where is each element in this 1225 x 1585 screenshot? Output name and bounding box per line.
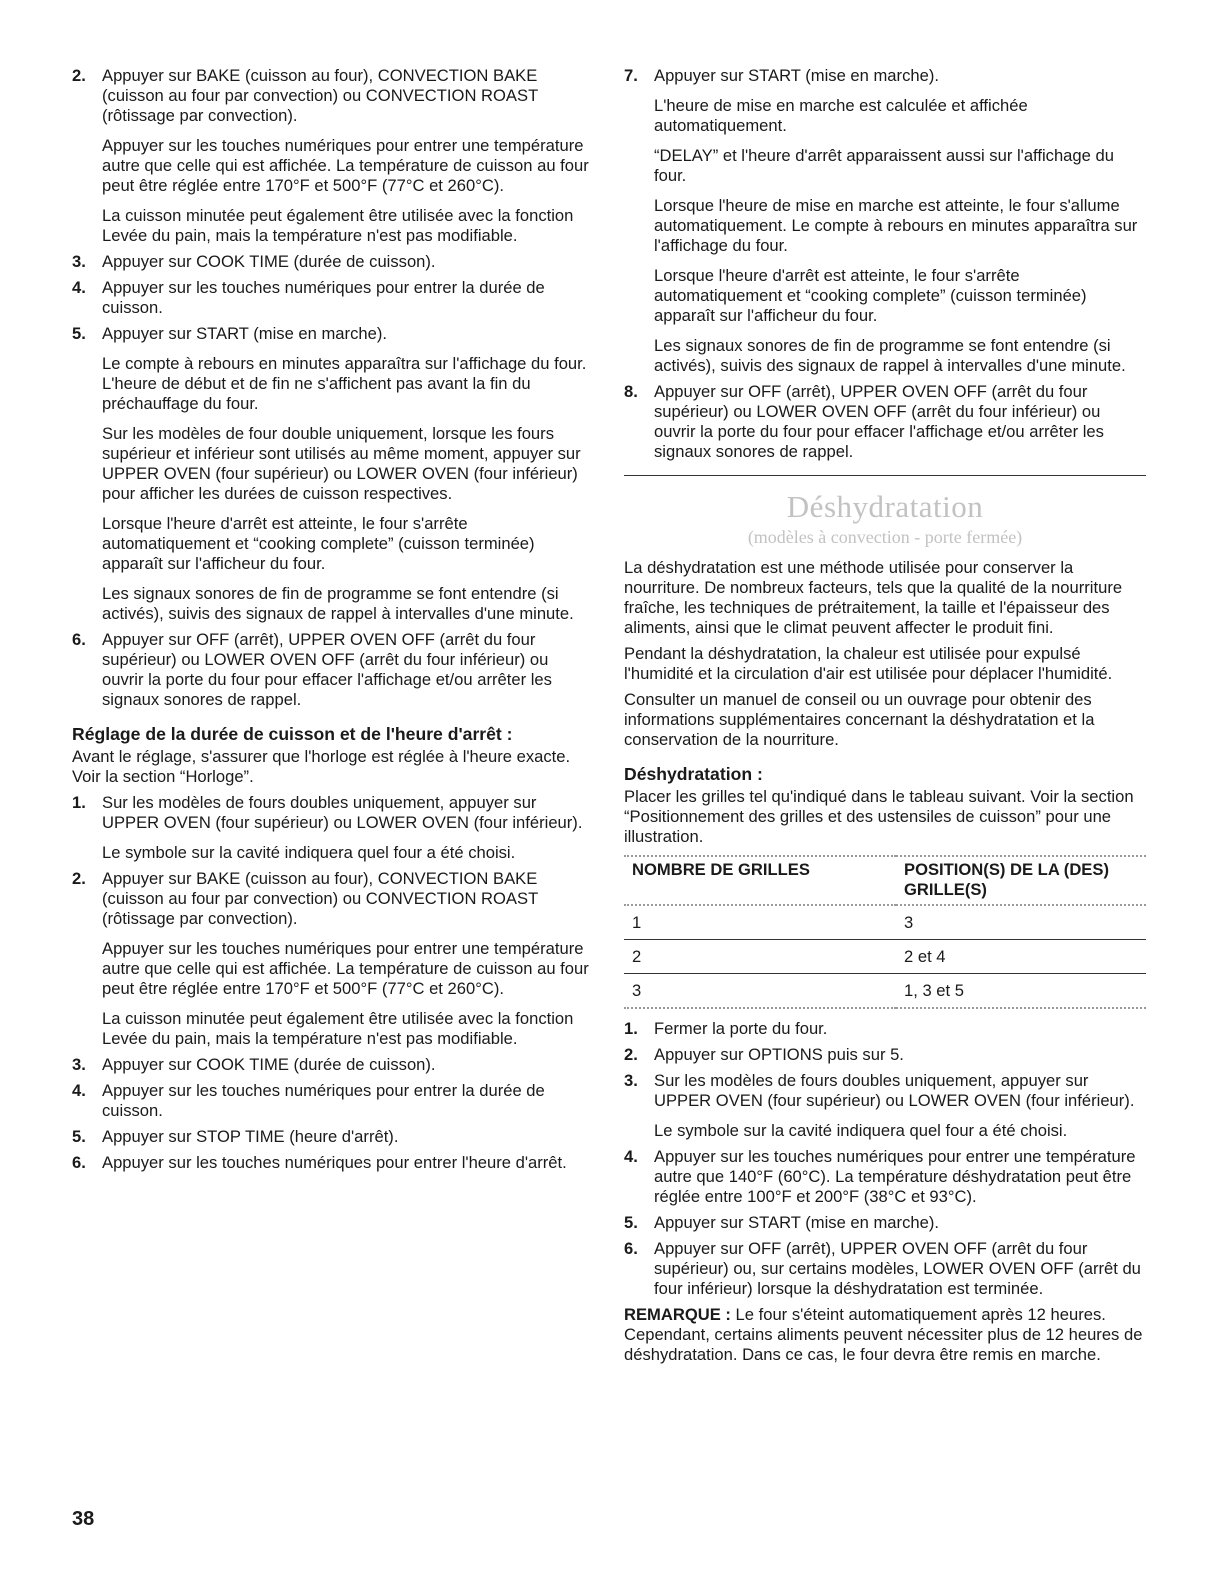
step-text: Appuyer sur START (mise en marche). (102, 324, 387, 343)
step-number: 1. (624, 1019, 638, 1038)
step-text: Appuyer sur COOK TIME (durée de cuisson). (102, 1055, 436, 1074)
step-number: 6. (624, 1239, 638, 1258)
list-item (624, 382, 1146, 462)
step-text: Appuyer sur START (mise en marche). (654, 1213, 939, 1232)
section-heading-cook-stop-time: Réglage de la durée de cuisson et de l'heure d'arrêt : (72, 724, 513, 744)
list-item (72, 278, 592, 318)
list-item (72, 630, 592, 710)
list-item (72, 793, 592, 863)
table-cell: 3 (896, 905, 1146, 940)
step-body (102, 1055, 592, 1075)
step-body (654, 382, 1146, 462)
step-body (654, 1213, 1146, 1233)
step-body (654, 1239, 1146, 1299)
page-number: 38 (72, 1508, 95, 1530)
step-text: Appuyer sur les touches numériques pour entrer une température autre que celle qui est affichée. La température de cuisson au four peut être réglée entre 170°F et 500°F (77°C et 260°C). (102, 136, 589, 195)
table-cell: 3 (624, 974, 896, 1009)
step-text: L'heure de mise en marche est calculée et affichée automatiquement. (654, 96, 1028, 135)
section-subtitle: (modèles à convection - porte fermée) (747, 527, 1023, 547)
list-item (624, 1239, 1146, 1299)
step-text: “DELAY” et l'heure d'arrêt apparaissent aussi sur l'affichage du four. (654, 146, 1114, 185)
step-list (624, 1019, 1146, 1299)
step-number: 4. (72, 1081, 86, 1100)
step-text: Appuyer sur les touches numériques pour entrer la durée de cuisson. (102, 1081, 545, 1120)
step-body (654, 66, 1146, 376)
step-list (624, 66, 1146, 462)
step-list (72, 793, 592, 1173)
step-text: Sur les modèles de four double uniquement, lorsque les fours supérieur et inférieur sont utilisés au même moment, appuyer sur UPPER OVEN (four supérieur) ou LOWER OVEN (four inférieur) pour afficher les durées de cuisson respectives. (102, 424, 581, 503)
step-body (654, 1147, 1146, 1207)
step-text: Le compte à rebours en minutes apparaîtra sur l'affichage du four. L'heure de début et de fin ne s'affichent pas avant la fin du préchauffage du four. (102, 354, 587, 413)
step-text: Lorsque l'heure d'arrêt est atteinte, le four s'arrête automatiquement et “cooking complete” (cuisson terminée) apparaît sur l'afficheur du four. (654, 266, 1087, 325)
intro-paragraph: Consulter un manuel de conseil ou un ouvrage pour obtenir des informations supplémentaires concernant la déshydratation et la conservation de la nourriture. (624, 690, 1095, 749)
step-body (102, 324, 592, 624)
section-divider (624, 475, 1146, 476)
step-number: 5. (72, 1127, 86, 1146)
step-number: 4. (624, 1147, 638, 1166)
step-text: Appuyer sur les touches numériques pour entrer la durée de cuisson. (102, 278, 545, 317)
step-number: 6. (72, 630, 86, 649)
step-text: Appuyer sur les touches numériques pour entrer l'heure d'arrêt. (102, 1153, 567, 1172)
step-number: 5. (72, 324, 86, 343)
step-text: Fermer la porte du four. (654, 1019, 828, 1038)
table-cell: 1 (624, 905, 896, 940)
step-text: Sur les modèles de fours doubles uniquement, appuyer sur UPPER OVEN (four supérieur) ou LOWER OVEN (four inférieur). (654, 1071, 1135, 1110)
table-cell: 2 (624, 940, 896, 974)
step-body (654, 1071, 1146, 1141)
section-intro: Avant le réglage, s'assurer que l'horloge est réglée à l'heure exacte. Voir la section “Horloge”. (72, 747, 571, 786)
step-text: Le symbole sur la cavité indiquera quel four a été choisi. (102, 843, 516, 862)
step-text: Appuyer sur OPTIONS puis sur 5. (654, 1045, 904, 1064)
step-number: 7. (624, 66, 638, 85)
list-item (624, 1019, 1146, 1039)
step-text: La cuisson minutée peut également être utilisée avec la fonction Levée du pain, mais la température n'est pas modifiable. (102, 206, 574, 245)
table-cell: 1, 3 et 5 (896, 974, 1146, 1009)
step-number: 3. (72, 252, 86, 271)
step-text: Le symbole sur la cavité indiquera quel four a été choisi. (654, 1121, 1068, 1140)
step-text: Appuyer sur STOP TIME (heure d'arrêt). (102, 1127, 399, 1146)
step-text: Appuyer sur BAKE (cuisson au four), CONVECTION BAKE (cuisson au four par convection) ou CONVECTION ROAST (rôtissage par convection). (102, 66, 538, 125)
step-body (102, 278, 592, 318)
step-number: 2. (624, 1045, 638, 1064)
step-body (654, 1019, 1146, 1039)
remark-paragraph (624, 1305, 1146, 1365)
right-column (624, 66, 1146, 1371)
step-body (102, 66, 592, 246)
step-body (654, 1045, 1146, 1065)
step-number: 2. (72, 869, 86, 888)
table-header-row (624, 856, 1146, 905)
step-text: La cuisson minutée peut également être utilisée avec la fonction Levée du pain, mais la température n'est pas modifiable. (102, 1009, 574, 1048)
step-body (102, 630, 592, 710)
dehydrate-intro: Placer les grilles tel qu'indiqué dans le tableau suivant. Voir la section “Positionnement des grilles et des ustensiles de cuisson” pour une illustration. (624, 787, 1134, 846)
step-number: 4. (72, 278, 86, 297)
step-number: 3. (624, 1071, 638, 1090)
step-body (102, 869, 592, 1049)
step-text: Appuyer sur les touches numériques pour entrer une température autre que celle qui est affichée. La température de cuisson au four peut être réglée entre 170°F et 500°F (77°C et 260°C). (102, 939, 589, 998)
step-number: 3. (72, 1055, 86, 1074)
list-item (72, 1081, 592, 1121)
step-text: Lorsque l'heure d'arrêt est atteinte, le four s'arrête automatiquement et “cooking complete” (cuisson terminée) apparaît sur l'afficheur du four. (102, 514, 535, 573)
step-text: Appuyer sur COOK TIME (durée de cuisson). (102, 252, 436, 271)
list-item (624, 1045, 1146, 1065)
intro-paragraph: Pendant la déshydratation, la chaleur est utilisée pour expulsé l'humidité et la circulation d'air est utilisée pour déplacer l'humidité. (624, 644, 1113, 683)
step-text: Appuyer sur les touches numériques pour entrer une température autre que 140°F (60°C). La température déshydratation peut être réglée entre 100°F et 200°F (38°C et 93°C). (654, 1147, 1136, 1206)
step-body (102, 1153, 592, 1173)
step-text: Les signaux sonores de fin de programme se font entendre (si activés), suivis des signaux de rappel à intervalles d'une minute. (102, 584, 574, 623)
step-text: Appuyer sur BAKE (cuisson au four), CONVECTION BAKE (cuisson au four par convection) ou CONVECTION ROAST (rôtissage par convection). (102, 869, 538, 928)
step-text: Appuyer sur OFF (arrêt), UPPER OVEN OFF (arrêt du four supérieur) ou LOWER OVEN OFF (arrêt du four inférieur) ou ouvrir la porte du four pour effacer l'affichage et/ou arrêter les signaux sonores de rappel. (654, 382, 1104, 461)
step-text: Les signaux sonores de fin de programme se font entendre (si activés), suivis des signaux de rappel à intervalles d'une minute. (654, 336, 1126, 375)
step-text: Appuyer sur OFF (arrêt), UPPER OVEN OFF (arrêt du four supérieur) ou, sur certains modèles, LOWER OVEN OFF (arrêt du four inférieur) lorsque la déshydratation est terminée. (654, 1239, 1141, 1298)
step-number: 6. (72, 1153, 86, 1172)
section-title: Déshydratation (786, 489, 984, 524)
table-row (624, 905, 1146, 940)
list-item (624, 1071, 1146, 1141)
step-text: Sur les modèles de fours doubles uniquement, appuyer sur UPPER OVEN (four supérieur) ou LOWER OVEN (four inférieur). (102, 793, 583, 832)
list-item (72, 66, 592, 246)
list-item (72, 1153, 592, 1173)
table-row (624, 940, 1146, 974)
dehydrate-heading: Déshydratation : (624, 764, 763, 784)
list-item (72, 1127, 592, 1147)
step-number: 8. (624, 382, 638, 401)
step-body (102, 1127, 592, 1147)
step-number: 1. (72, 793, 86, 812)
intro-paragraph: La déshydratation est une méthode utilisée pour conserver la nourriture. De nombreux facteurs, tels que la qualité de la nourriture fraîche, les techniques de prétraitement, la taille et l'épaisseur des aliments, ainsi que le climat peuvent affecter le produit fini. (624, 558, 1123, 637)
list-item (72, 324, 592, 624)
table-header: NOMBRE DE GRILLES (624, 856, 896, 905)
table-row (624, 974, 1146, 1009)
step-number: 5. (624, 1213, 638, 1232)
table-cell: 2 et 4 (896, 940, 1146, 974)
remark-text: Le four s'éteint automatiquement après 12 heures. Cependant, certains aliments peuvent nécessiter plus de 12 heures de déshydratation. Dans ce cas, le four devra être remis en marche. (624, 1305, 1143, 1364)
left-column (72, 66, 592, 1179)
step-text: Appuyer sur OFF (arrêt), UPPER OVEN OFF (arrêt du four supérieur) ou LOWER OVEN OFF (arrêt du four inférieur) ou ouvrir la porte du four pour effacer l'affichage et/ou arrêter les signaux sonores de rappel. (102, 630, 552, 709)
step-number: 2. (72, 66, 86, 85)
step-body (102, 252, 592, 272)
list-item (624, 1213, 1146, 1233)
remark-label: REMARQUE : (624, 1305, 731, 1324)
list-item (72, 1055, 592, 1075)
step-list (72, 66, 592, 710)
list-item (72, 252, 592, 272)
list-item (624, 66, 1146, 376)
step-text: Lorsque l'heure de mise en marche est atteinte, le four s'allume automatiquement. Le compte à rebours en minutes apparaîtra sur l'affichage du four. (654, 196, 1138, 255)
step-body (102, 1081, 592, 1121)
list-item (624, 1147, 1146, 1207)
rack-position-table (624, 855, 1146, 1009)
step-text: Appuyer sur START (mise en marche). (654, 66, 939, 85)
table-header: POSITION(S) DE LA (DES) GRILLE(S) (896, 856, 1146, 905)
list-item (72, 869, 592, 1049)
step-body (102, 793, 592, 863)
